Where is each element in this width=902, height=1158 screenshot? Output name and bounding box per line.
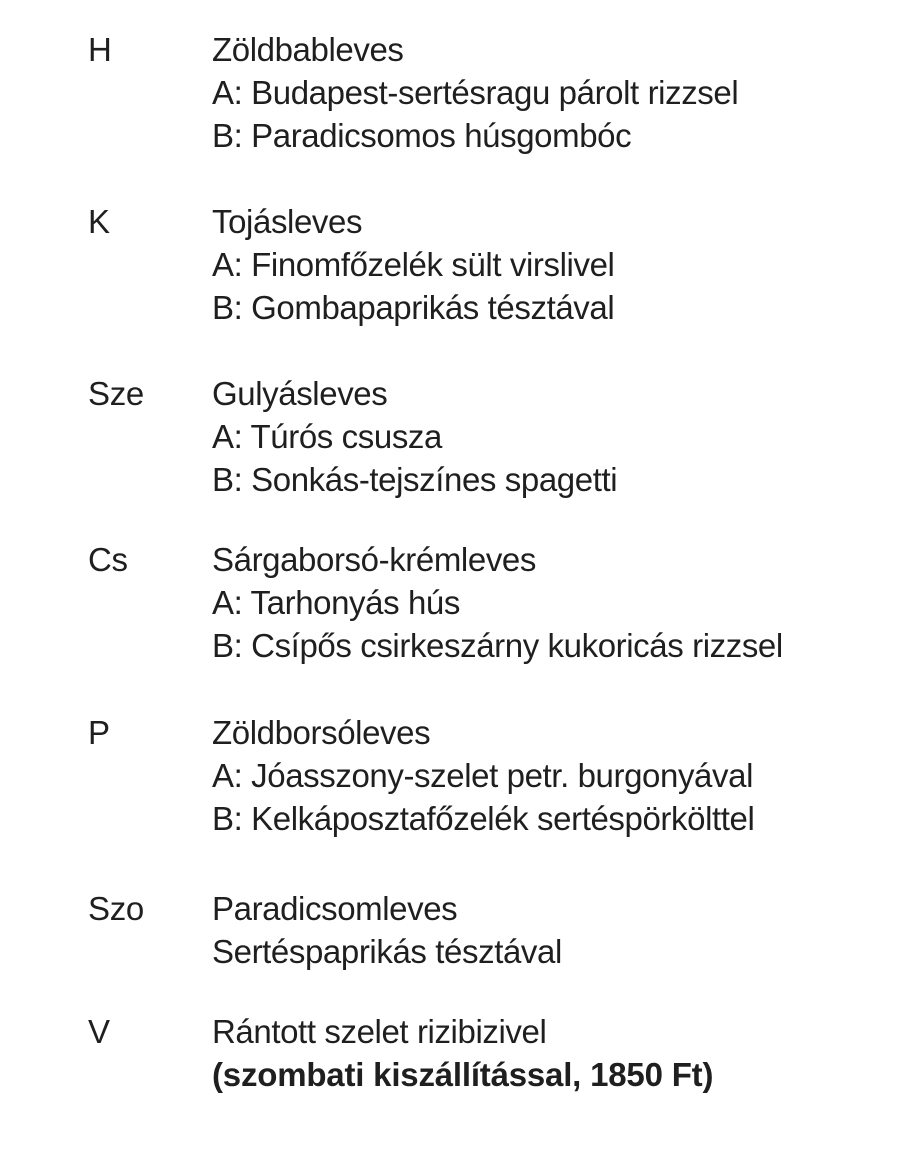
dish-list bbox=[212, 887, 892, 973]
main-dish-a: A: Budapest-sertésragu párolt rizzsel bbox=[212, 74, 739, 111]
main-dish: Rántott szelet rizibizivel bbox=[212, 1013, 547, 1050]
soup-line: Zöldborsóleves bbox=[212, 714, 431, 751]
day-code: V bbox=[88, 1013, 110, 1050]
soup-line: Paradicsomleves bbox=[212, 890, 458, 927]
main-dish: Sertéspaprikás tésztával bbox=[212, 933, 562, 970]
main-dish-b: B: Kelkáposztafőzelék sertéspörkölttel bbox=[212, 800, 755, 837]
dish-list bbox=[212, 28, 892, 157]
dish-list bbox=[212, 200, 892, 329]
dish-list bbox=[212, 711, 892, 840]
main-dish-b: B: Gombapaprikás tésztával bbox=[212, 289, 615, 326]
delivery-note: (szombati kiszállítással, 1850 Ft) bbox=[212, 1056, 714, 1093]
dish-list bbox=[212, 538, 892, 667]
dish-list bbox=[212, 1010, 892, 1096]
soup-line: Zöldbableves bbox=[212, 31, 404, 68]
dish-list bbox=[212, 372, 892, 501]
main-dish-b: B: Paradicsomos húsgombóc bbox=[212, 117, 632, 154]
day-code: H bbox=[88, 31, 112, 68]
day-code: Cs bbox=[88, 541, 128, 578]
main-dish-a: A: Finomfőzelék sült virslivel bbox=[212, 246, 615, 283]
main-dish-a: A: Túrós csusza bbox=[212, 418, 442, 455]
soup-line: Tojásleves bbox=[212, 203, 363, 240]
day-code: P bbox=[88, 714, 110, 751]
main-dish-b: B: Sonkás-tejszínes spagetti bbox=[212, 461, 618, 498]
soup-line: Gulyásleves bbox=[212, 375, 388, 412]
day-code: K bbox=[88, 203, 110, 240]
main-dish-b: B: Csípős csirkeszárny kukoricás rizzsel bbox=[212, 627, 783, 664]
day-code: Szo bbox=[88, 890, 144, 927]
day-code: Sze bbox=[88, 375, 144, 412]
main-dish-a: A: Jóasszony-szelet petr. burgonyával bbox=[212, 757, 753, 794]
main-dish-a: A: Tarhonyás hús bbox=[212, 584, 460, 621]
soup-line: Sárgaborsó-krémleves bbox=[212, 541, 536, 578]
